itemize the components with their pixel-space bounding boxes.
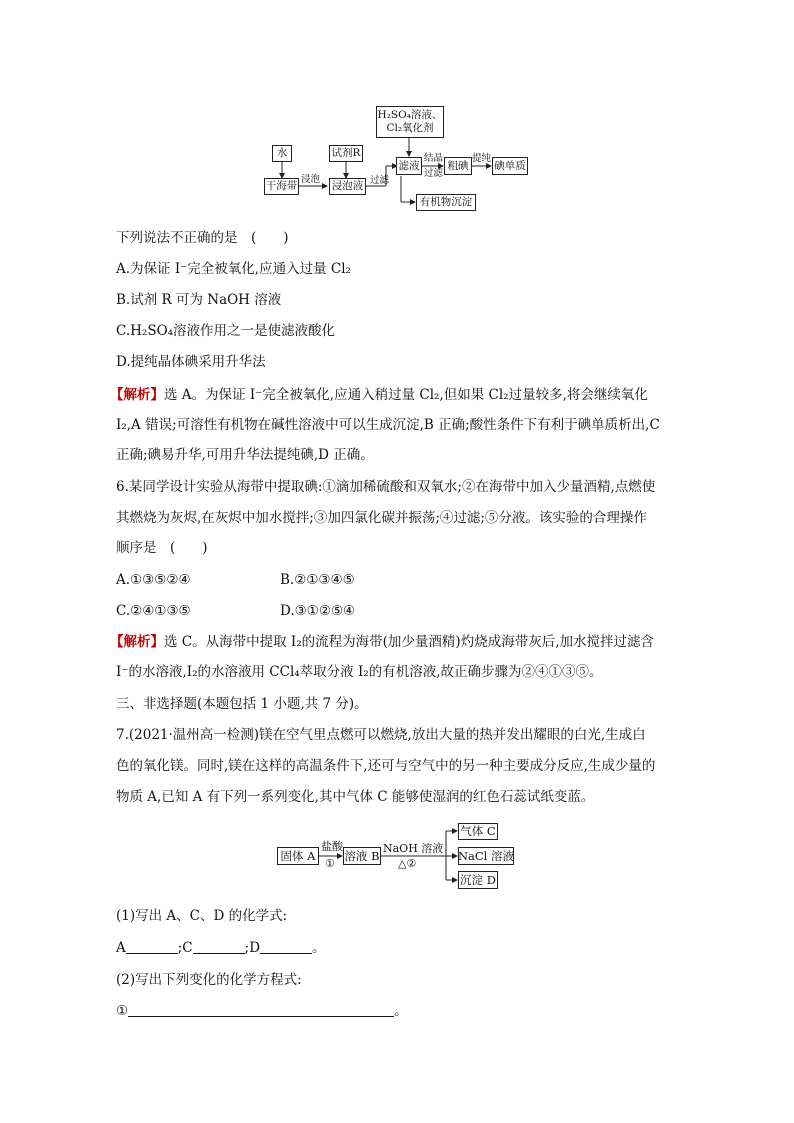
q5-option-a: A.为保证 I⁻完全被氧化,应通入过量 Cl₂	[116, 261, 351, 277]
reagent-r-box: 试剂R	[329, 145, 363, 162]
q5-option-d: D.提纯晶体碘采用升华法	[116, 354, 266, 370]
water-box: 水	[272, 145, 292, 162]
q7-label-d: ;D	[244, 940, 261, 956]
q7-item1-number: ①	[116, 1003, 129, 1019]
solid-a-box: 固体 A	[277, 847, 319, 865]
section3-heading: 三、非选择题(本题包括 1 小题,共 7 分)。	[116, 696, 368, 712]
q6-option-b: B.②①③④⑤	[280, 572, 355, 588]
gas-c-box: 气体 C	[458, 823, 498, 840]
q5-analysis-line2: I₂,A 错误;可溶性有机物在碱性溶液中可以生成沉淀,B 正确;酸性条件下有利于碘单质析出,C	[116, 417, 660, 433]
q5-option-c: C.H₂SO₄溶液作用之一是使滤液酸化	[116, 323, 336, 339]
q7-sub2-end: 。	[394, 1003, 408, 1019]
q6-stem-line2: 其燃烧为灰烬,在灰烬中加水搅拌;③加四氯化碳并振荡;④过滤;⑤分液。该实验的合理操作	[116, 510, 647, 526]
q7-sub2: (2)写出下列变化的化学方程式:	[116, 972, 302, 988]
q7-stem-line3: 物质 A,已知 A 有下列一系列变化,其中气体 C 能够使湿润的红色石蕊试纸变蓝。	[116, 789, 595, 805]
soak-label: 浸泡	[301, 174, 321, 185]
q5-option-b: B.试剂 R 可为 NaOH 溶液	[116, 292, 282, 308]
step2-label: △②	[398, 857, 417, 870]
purify-label: 提纯	[472, 153, 492, 164]
q6-option-c: C.②④①③⑤	[116, 603, 191, 619]
step1-label: ①	[325, 857, 335, 870]
q6-stem-line1: 6.某同学设计实验从海带中提取碘:①滴加稀硫酸和双氧水;②在海带中加入少量酒精,点燃使	[116, 479, 656, 495]
q6-analysis-tag: 【解析】	[110, 634, 164, 650]
equation1-blank[interactable]	[128, 1002, 394, 1017]
q7-label-c: ;C	[177, 940, 193, 956]
soak-liquid-box: 浸泡液	[329, 178, 366, 195]
q7-label-a: A	[116, 940, 126, 956]
q6-option-a: A.①③⑤②④	[116, 572, 191, 588]
h2so4-label: H₂SO₄溶液、	[377, 109, 443, 121]
filter-label: 过滤	[370, 175, 390, 186]
naoh-label: NaOH 溶液	[383, 842, 444, 855]
q5-stem: 下列说法不正确的是 ( )	[116, 230, 289, 246]
answer-c-blank[interactable]	[193, 939, 245, 954]
hcl-label: 盐酸	[321, 840, 343, 853]
solution-b-box: 溶液 B	[343, 847, 381, 865]
organic-precipitate-box: 有机物沉淀	[416, 194, 476, 211]
q7-sub1-end: 。	[312, 940, 326, 956]
crude-iodine-box: 粗碘	[444, 157, 472, 175]
filter2-label: 过滤	[424, 168, 444, 179]
q6-stem-line3: 顺序是 ( )	[116, 540, 208, 556]
filtrate-box: 滤液	[396, 157, 422, 175]
q6-option-d: D.③①②⑤④	[280, 603, 356, 619]
q7-stem-line2: 色的氧化镁。同时,镁在这样的高温条件下,还可与空气中的另一种主要成分反应,生成少量的	[116, 758, 656, 774]
q5-analysis-line3: 正确;碘易升华,可用升华法提纯碘,D 正确。	[116, 447, 374, 463]
answer-a-blank[interactable]	[126, 939, 178, 954]
q7-sub1: (1)写出 A、C、D 的化学式:	[116, 908, 288, 924]
precipitate-d-box: 沉淀 D	[458, 871, 498, 889]
q7-stem-line1: 7.(2021·温州高一检测)镁在空气里点燃可以燃烧,放出大量的热并发出耀眼的白光,生成白	[116, 727, 646, 743]
answer-d-blank[interactable]	[260, 939, 312, 954]
q7-sub1-answers	[116, 938, 326, 958]
q7-sub2-item1	[116, 1001, 408, 1021]
q5-analysis-tag: 【解析】	[110, 387, 164, 403]
iodine-element-box: 碘单质	[492, 157, 528, 175]
crystallize-label: 结晶	[424, 153, 444, 164]
q5-analysis-text1: 选 A。为保证 I⁻完全被氧化,应通入稍过量 Cl₂,但如果 Cl₂过量较多,将会继续氧化	[164, 387, 648, 403]
dry-kelp-box: 干海带	[264, 178, 299, 195]
nacl-solution-box: NaCl 溶液	[458, 847, 514, 865]
cl2-label: Cl₂氧化剂	[386, 122, 434, 134]
q6-analysis-line2: I⁻的水溶液,I₂的水溶液用 CCl₄萃取分液 I₂的有机溶液,故正确步骤为②④①③⑤。	[116, 664, 603, 680]
q6-analysis-text1: 选 C。从海带中提取 I₂的流程为海带(加少量酒精)灼烧成海带灰后,加水搅拌过滤含	[164, 634, 654, 650]
